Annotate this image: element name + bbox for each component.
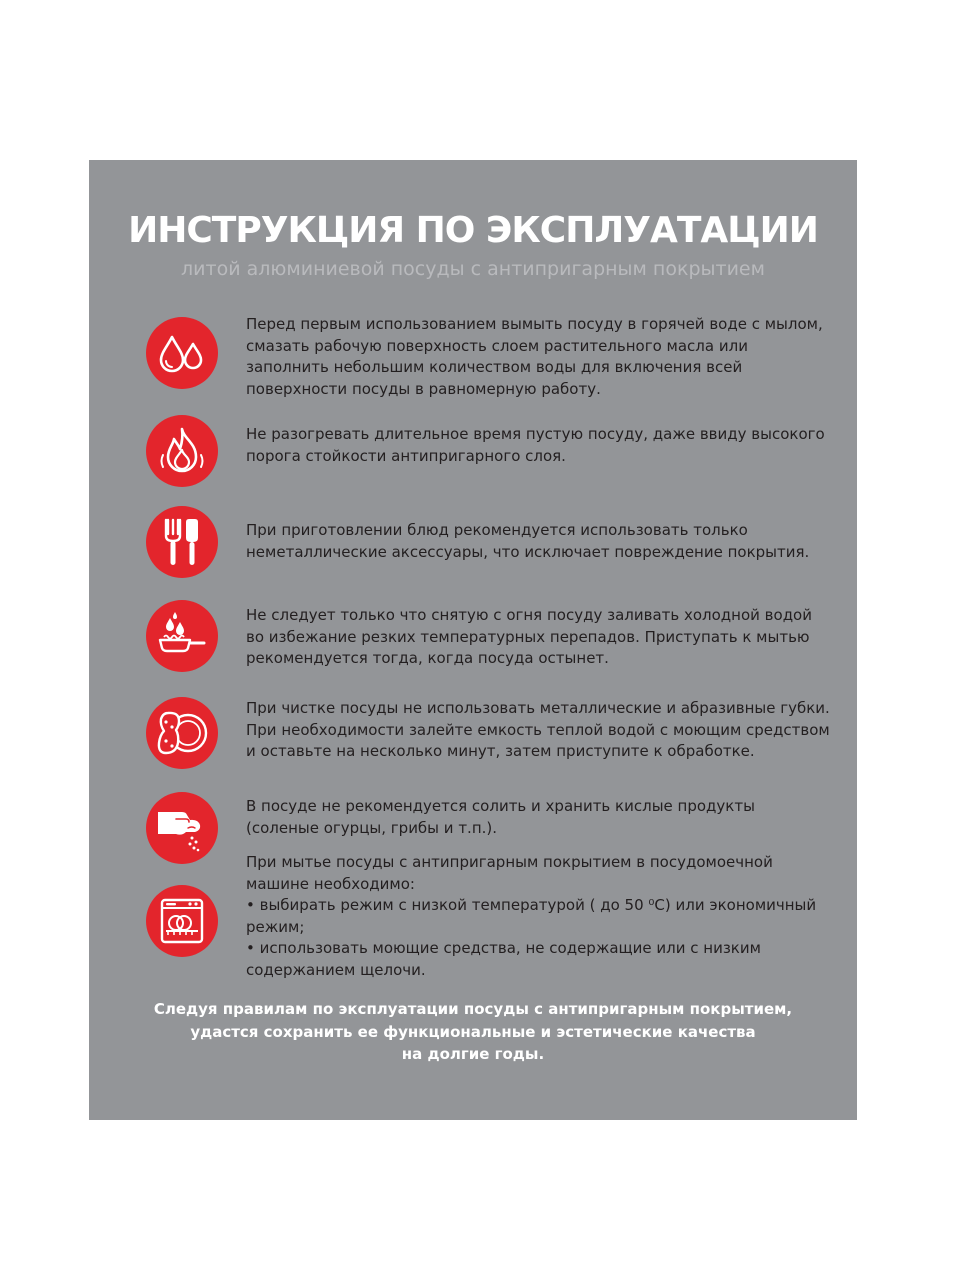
instruction-text: Не следует только что снятую с огня посуду заливать холодной водой во избежание резких температурных перепадов. Приступать к мытью рекомендуется тогда, когда посуда остынет. <box>246 606 812 667</box>
instruction-text: При чистке посуды не использовать металлические и абразивные губки. При необходимости залейте емкость теплой водой с моющим средством и оставьте на несколько минут, затем приступите к обработке. <box>246 699 830 760</box>
footer-note: Следуя правилам по эксплуатации посуды с антипригарным покрытием, удастся сохранить ее функциональные и эстетические качества на долгие годы. <box>153 1000 793 1063</box>
page-title: ИНСТРУКЦИЯ ПО ЭКСПЛУАТАЦИИ <box>128 210 818 251</box>
instruction-text: Не разогревать длительное время пустую посуду, даже ввиду высокого порога стойкости антипригарного слоя. <box>246 425 825 465</box>
bullet-item: • использовать моющие средства, не содержащие или с низким содержанием щелочи. <box>246 939 761 979</box>
instruction-text: При приготовлении блюд рекомендуется использовать только неметаллические аксессуары, что исключает повреждение покрытия. <box>246 521 810 561</box>
sponge-plate-icon <box>146 697 218 769</box>
dishwasher-icon <box>146 885 218 957</box>
instruction-text: При мытье посуды с антипригарным покрытием в посудомоечной машине необходимо: • выбирать режим с низкой температурой ( до 50 ⁰С) или экономичный режим; • использовать моющие средства, не содержащие или с низким содержанием щелочи. <box>246 852 831 981</box>
spatula-fork-icon <box>146 506 218 578</box>
bullet-item: • выбирать режим с низкой температурой ( до 50 ⁰С) или экономичный режим; <box>246 896 817 936</box>
instruction-text: В посуде не рекомендуется солить и хранить кислые продукты (соленые огурцы, грибы и т.п.). <box>246 797 755 837</box>
salt-hand-icon <box>146 792 218 864</box>
flame-icon <box>146 415 218 487</box>
instruction-panel <box>89 160 857 1120</box>
pan-water-icon <box>146 600 218 672</box>
instruction-text: Перед первым использованием вымыть посуду в горячей воде с мылом, смазать рабочую поверхность слоем растительного масла или заполнить небольшим количеством воды для включения всей поверхности посуды в равномерную работу. <box>246 315 823 398</box>
water-drops-icon <box>146 317 218 389</box>
page-subtitle: литой алюминиевой посуды с антипригарным покрытием <box>181 258 765 280</box>
